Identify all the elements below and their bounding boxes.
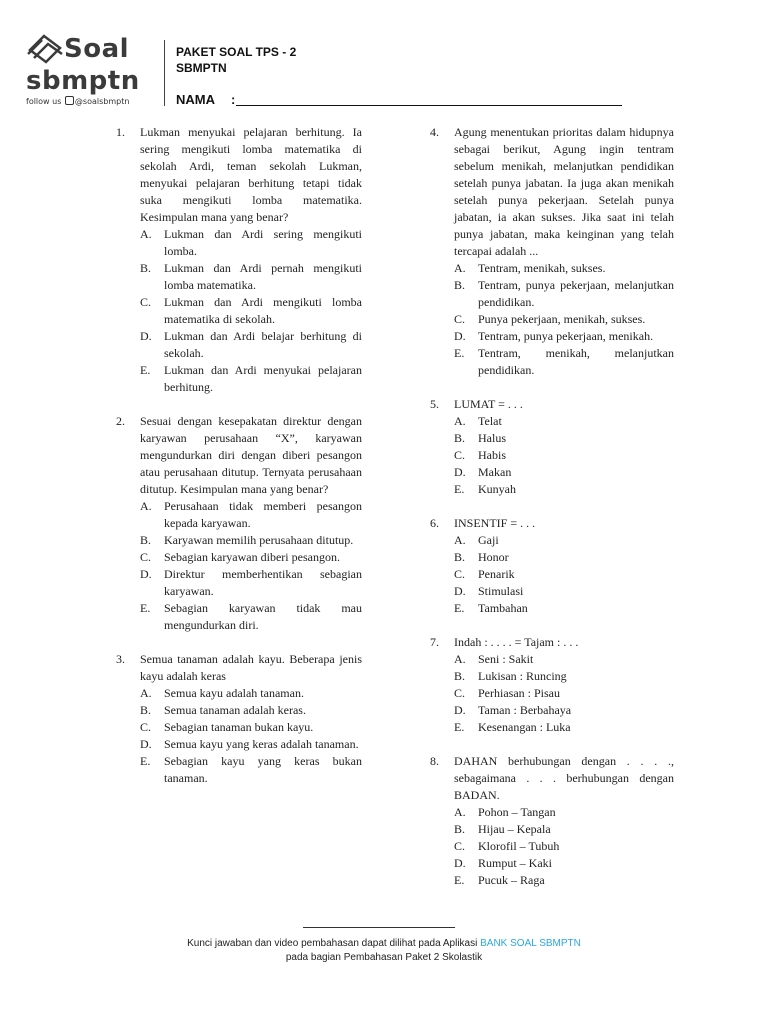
answer-option [454, 855, 674, 872]
question-stem: Sesuai dengan kesepakatan direktur dengan karyawan perusahaan “X”, karyawan mengundurkan diri dengan diberi pesangon atau perusahaan ditutup. Ternyata perusahaan ditutup. Kesimpulan mana yang benar? [140, 414, 362, 496]
option-letter: B. [140, 533, 152, 547]
option-text: Lukman dan Ardi menyukai pelajaran berhitung. [164, 363, 362, 394]
option-text: Pucuk – Raga [478, 873, 545, 887]
option-letter: C. [454, 686, 466, 700]
name-field [176, 92, 236, 107]
question-stem: LUMAT = . . . [454, 397, 523, 411]
option-text: Direktur memberhentikan sebagian karyawan. [164, 567, 362, 598]
option-text: Semua kayu yang keras adalah tanaman. [164, 737, 359, 751]
answer-option [454, 668, 674, 685]
answer-option [140, 736, 362, 753]
option-letter: C. [454, 312, 466, 326]
answer-option [140, 549, 362, 566]
answer-option [140, 260, 362, 294]
question-stem: DAHAN berhubungan dengan . . . ., sebagaimana . . . berhubungan dengan BADAN. [454, 754, 674, 802]
answer-option [454, 277, 674, 311]
option-text: Tentram, punya pekerjaan, menikah. [478, 329, 654, 343]
option-letter: E. [454, 346, 465, 360]
option-text: Halus [478, 431, 506, 445]
option-letter: D. [140, 329, 152, 343]
option-letter: C. [140, 720, 152, 734]
questions-column-left [116, 124, 362, 804]
answer-option [454, 651, 674, 668]
name-colon: : [231, 92, 236, 107]
answer-option [454, 260, 674, 277]
question-number: 7. [430, 635, 439, 649]
option-letter: B. [454, 278, 466, 292]
option-text: Semua tanaman adalah keras. [164, 703, 306, 717]
option-letter: A. [454, 414, 466, 428]
answer-option [454, 328, 674, 345]
answer-option [454, 430, 674, 447]
answer-option [454, 702, 674, 719]
question-number: 5. [430, 397, 439, 411]
option-text: Habis [478, 448, 506, 462]
exam-name: SBMPTN [176, 61, 227, 75]
answer-option [454, 821, 674, 838]
option-letter: A. [140, 686, 152, 700]
question-item [430, 515, 674, 617]
answer-option [140, 600, 362, 634]
option-text: Taman : Berbahaya [478, 703, 572, 717]
handle-text: @soalsbmptn [74, 97, 130, 106]
option-text: Lukman dan Ardi belajar berhitung di sekolah. [164, 329, 362, 360]
questions-column-right [430, 124, 674, 906]
name-label: NAMA [176, 92, 215, 107]
option-text: Tentram, punya pekerjaan, melanjutkan pendidikan. [478, 278, 674, 309]
answer-option [454, 447, 674, 464]
header-divider [164, 40, 165, 106]
option-letter: A. [454, 533, 466, 547]
option-text: Honor [478, 550, 509, 564]
option-text: Tentram, menikah, melanjutkan pendidikan. [478, 346, 674, 377]
option-text: Lukman dan Ardi mengikuti lomba matematika di sekolah. [164, 295, 362, 326]
question-stem: INSENTIF = . . . [454, 516, 536, 530]
answer-option [454, 481, 674, 498]
answer-option [454, 719, 674, 736]
logo-word-soal: Soal [64, 34, 130, 64]
option-letter: D. [140, 567, 152, 581]
answer-option [140, 719, 362, 736]
option-text: Makan [478, 465, 512, 479]
option-text: Sebagian kayu yang keras bukan tanaman. [164, 754, 362, 785]
answer-option [454, 549, 674, 566]
option-text: Penarik [478, 567, 515, 581]
page-footer [0, 937, 768, 965]
option-text: Perusahaan tidak memberi pesangon kepada karyawan. [164, 499, 362, 530]
option-letter: C. [140, 295, 152, 309]
option-letter: B. [140, 703, 152, 717]
app-name: BANK SOAL SBMPTN [480, 938, 581, 949]
question-stem: Indah : . . . . = Tajam : . . . [454, 635, 579, 649]
answer-option [140, 685, 362, 702]
question-number: 2. [116, 414, 125, 428]
option-letter: E. [454, 482, 465, 496]
answer-option [454, 583, 674, 600]
answer-option [454, 345, 674, 379]
option-letter: B. [140, 261, 152, 275]
option-text: Sebagian karyawan diberi pesangon. [164, 550, 340, 564]
question-number: 1. [116, 125, 125, 139]
page-header [24, 28, 744, 108]
logo-word-sbmptn: sbmptn [26, 66, 140, 96]
answer-option [454, 311, 674, 328]
answer-option [140, 566, 362, 600]
answer-option [140, 753, 362, 787]
answer-option [454, 413, 674, 430]
option-letter: E. [140, 363, 151, 377]
name-underline [236, 105, 622, 106]
package-name: PAKET SOAL TPS - 2 [176, 45, 297, 59]
soalsbmptn-logo [24, 28, 164, 108]
option-letter: E. [140, 601, 151, 615]
question-number: 3. [116, 652, 125, 666]
option-text: Tentram, menikah, sukses. [478, 261, 606, 275]
answer-option [454, 566, 674, 583]
option-letter: B. [454, 431, 466, 445]
option-text: Karyawan memilih perusahaan ditutup. [164, 533, 354, 547]
option-text: Klorofil – Tubuh [478, 839, 560, 853]
option-letter: A. [140, 227, 152, 241]
question-item [116, 651, 362, 787]
option-letter: C. [454, 448, 466, 462]
question-stem: Lukman menyukai pelajaran berhitung. Ia sering mengikuti lomba matematika di sekolah Ardi, teman sekolah Lukman, menyukai pelajaran berhitung tetapi tidak suka mengikuti lomba matematika. Kesimpulan mana yang benar? [140, 125, 362, 224]
option-letter: C. [140, 550, 152, 564]
answer-option [454, 804, 674, 821]
follow-us-label: follow us [26, 97, 62, 106]
option-text: Hijau – Kepala [478, 822, 551, 836]
option-letter: D. [454, 329, 466, 343]
option-letter: D. [454, 856, 466, 870]
footer-line-2: pada bagian Pembahasan Paket 2 Skolastik [285, 952, 483, 963]
option-text: Kesenangan : Luka [478, 720, 571, 734]
question-number: 4. [430, 125, 439, 139]
option-letter: B. [454, 669, 466, 683]
option-letter: A. [454, 652, 466, 666]
question-item [430, 396, 674, 498]
option-text: Semua kayu adalah tanaman. [164, 686, 304, 700]
option-letter: D. [454, 703, 466, 717]
question-stem: Agung menentukan prioritas dalam hidupnya sebagai berikut, Agung ingin tentram sebelum menikah, melanjutkan pendidikan setelah punya jabatan. Ia juga akan menikah setelah punya pekerjaan. Setelah punya jabatan, ia akan sukses. Jika saat ini telah punya jabatan, maka keinginan yang telah tercapai adalah ... [454, 125, 674, 258]
option-letter: C. [454, 839, 466, 853]
question-item [430, 124, 674, 379]
answer-option [140, 226, 362, 260]
answer-option [140, 294, 362, 328]
answer-option [454, 532, 674, 549]
option-text: Perhiasan : Pisau [478, 686, 560, 700]
footer-rule [303, 927, 455, 928]
option-text: Telat [478, 414, 502, 428]
answer-option [454, 872, 674, 889]
question-stem: Semua tanaman adalah kayu. Beberapa jenis kayu adalah keras [140, 652, 362, 683]
option-letter: E. [454, 720, 465, 734]
answer-option [140, 362, 362, 396]
instagram-icon [65, 96, 74, 105]
option-letter: A. [454, 805, 466, 819]
question-item [430, 753, 674, 889]
option-text: Kunyah [478, 482, 516, 496]
stacked-papers-icon [26, 32, 66, 68]
option-letter: A. [454, 261, 466, 275]
option-text: Stimulasi [478, 584, 524, 598]
option-text: Pohon – Tangan [478, 805, 556, 819]
option-letter: E. [454, 601, 465, 615]
social-handle [26, 96, 129, 106]
option-letter: B. [454, 822, 466, 836]
option-letter: E. [140, 754, 151, 768]
option-text: Lukman dan Ardi sering mengikuti lomba. [164, 227, 362, 258]
option-letter: A. [140, 499, 152, 513]
question-item [430, 634, 674, 736]
option-letter: D. [454, 465, 466, 479]
answer-option [454, 600, 674, 617]
option-letter: D. [454, 584, 466, 598]
option-text: Punya pekerjaan, menikah, sukses. [478, 312, 646, 326]
answer-option [454, 838, 674, 855]
answer-option [454, 685, 674, 702]
question-number: 6. [430, 516, 439, 530]
answer-option [140, 498, 362, 532]
option-text: Rumput – Kaki [478, 856, 552, 870]
option-letter: D. [140, 737, 152, 751]
question-item [116, 413, 362, 634]
answer-option [140, 532, 362, 549]
option-text: Lukisan : Runcing [478, 669, 567, 683]
answer-option [454, 464, 674, 481]
footer-note: Kunci jawaban dan video pembahasan dapat dilihat pada Aplikasi [187, 938, 478, 949]
option-text: Sebagian karyawan tidak mau mengundurkan diri. [164, 601, 362, 632]
option-letter: C. [454, 567, 466, 581]
footer-line-1 [0, 937, 768, 951]
option-text: Gaji [478, 533, 499, 547]
option-text: Lukman dan Ardi pernah mengikuti lomba matematika. [164, 261, 362, 292]
option-letter: E. [454, 873, 465, 887]
option-text: Sebagian tanaman bukan kayu. [164, 720, 314, 734]
question-number: 8. [430, 754, 439, 768]
question-item [116, 124, 362, 396]
package-title [176, 44, 296, 76]
option-text: Tambahan [478, 601, 528, 615]
option-text: Seni : Sakit [478, 652, 534, 666]
option-letter: B. [454, 550, 466, 564]
answer-option [140, 328, 362, 362]
answer-option [140, 702, 362, 719]
